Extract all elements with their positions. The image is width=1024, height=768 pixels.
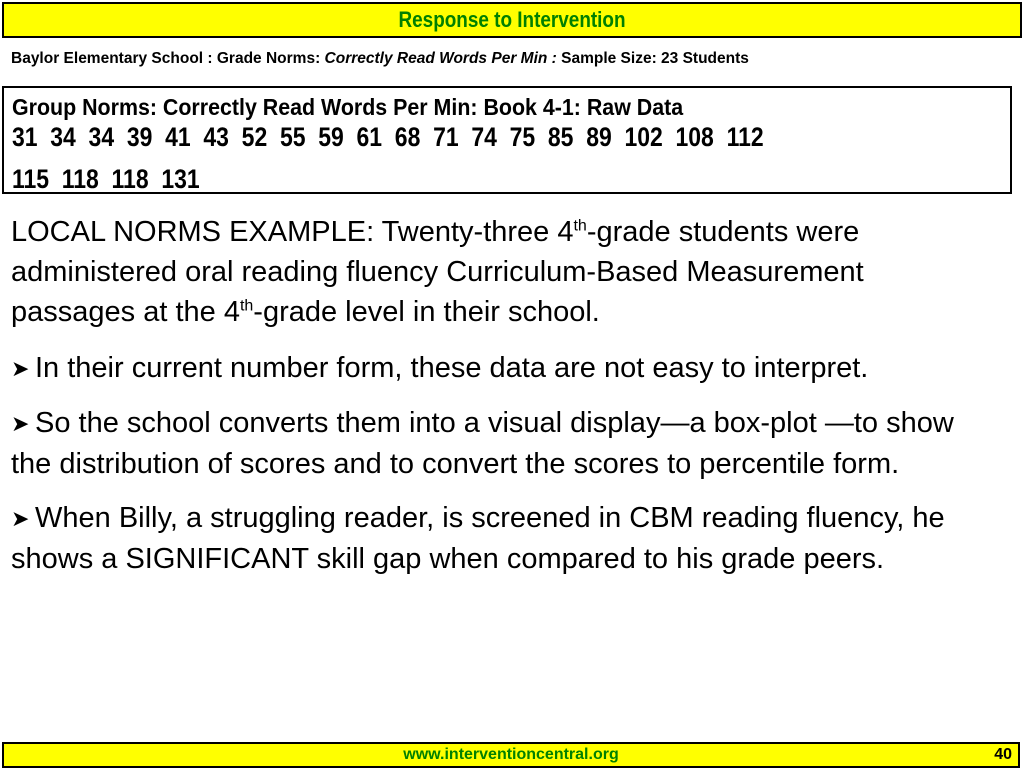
subtitle-sample-size: Sample Size: 23 Students	[556, 50, 749, 67]
header-banner	[2, 2, 1022, 38]
bullet-text: In their current number form, these data are not easy to interpret.	[35, 352, 869, 384]
bullet-item	[11, 403, 971, 484]
footer-url-link[interactable]: www.interventioncentral.org	[403, 746, 619, 763]
header-title: Response to Intervention	[398, 7, 626, 32]
subtitle-school: Baylor Elementary School : Grade Norms:	[11, 50, 325, 67]
ordinal-superscript: th	[239, 297, 254, 315]
intro-text-2: -grade students were administered oral reading fluency Curriculum-Based Measurement passages at the 4	[11, 216, 864, 328]
footer-banner	[2, 742, 1020, 768]
subtitle-measure: Correctly Read Words Per Min :	[324, 50, 557, 67]
bullet-item	[11, 498, 971, 579]
arrowhead-bullet-icon: ➤	[11, 356, 30, 381]
intro-paragraph	[11, 212, 971, 332]
slide-body	[11, 212, 971, 593]
ordinal-superscript: th	[573, 217, 587, 235]
arrowhead-bullet-icon: ➤	[11, 506, 30, 531]
bullet-item	[11, 348, 971, 389]
raw-data-heading: Group Norms: Correctly Read Words Per Min: Book 4-1: Raw Data	[12, 94, 684, 120]
slide-subtitle	[11, 50, 749, 68]
bullet-text: So the school converts them into a visual display—a box-plot —to show the distribution of scores and to convert the scores to percentile form.	[11, 407, 954, 480]
raw-data-box	[2, 86, 1012, 194]
page-number: 40	[994, 746, 1012, 763]
arrowhead-bullet-icon: ➤	[11, 411, 30, 436]
raw-data-row-1: 31 34 34 39 41 43 52 55 59 61 68 71 74 75 85 89 102 108 112	[12, 122, 764, 152]
intro-text-3: -grade level in their school.	[253, 296, 600, 328]
intro-text-1: LOCAL NORMS EXAMPLE: Twenty-three 4	[11, 216, 574, 248]
raw-data-row-2: 115 118 118 131	[12, 164, 200, 194]
bullet-text: When Billy, a struggling reader, is screened in CBM reading fluency, he shows a SIGNIFICANT skill gap when compared to his grade peers.	[11, 502, 945, 575]
